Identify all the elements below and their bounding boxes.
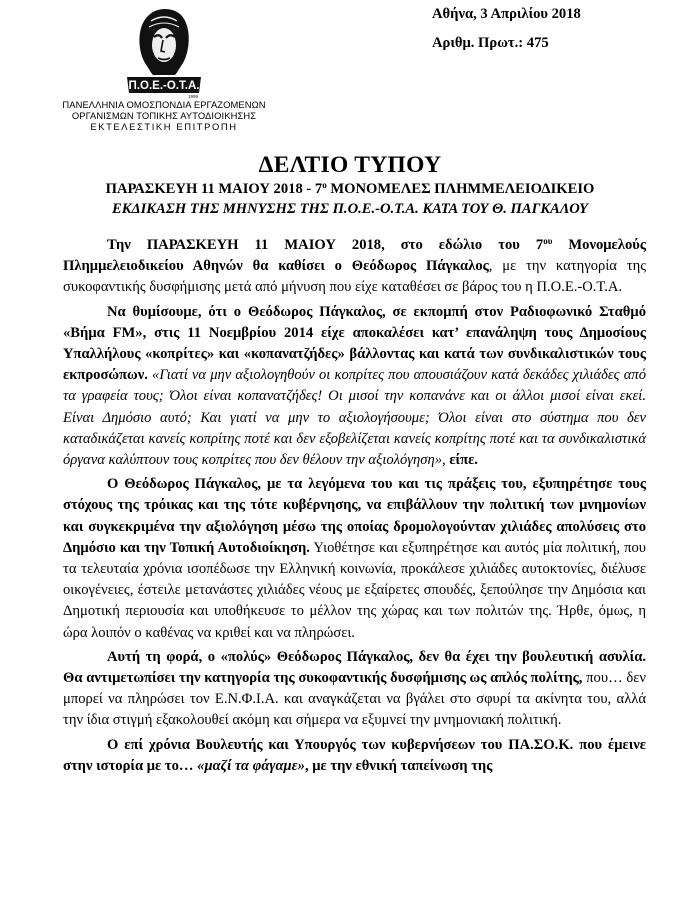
p4-text: που… δεν μπορεί να πληρώσει τον Ε.Ν.Φ.Ι.Α. και αναγκάζεται να βγάλει στο σφυρί τα ακίνητα του, αλλά την ίδια στιγμή εξακολουθεί ακόμη και σήμερα να εξυμνεί την μνημονιακή πολιτική. bbox=[63, 670, 646, 729]
paragraph-3 bbox=[63, 474, 646, 644]
subtitle-part-2: ΜΟΝΟΜΕΛΕΣ ΠΛΗΜΜΕΛΕΙΟΔΙΚΕΙΟ bbox=[326, 181, 595, 197]
p4-bold-1: Αυτή τη φορά, ο «πολύς» Θεόδωρος Πάγκαλος, δεν θα έχει την βουλευτική ασυλία. Θα αντιμετωπίσει την κατηγορία της συκοφαντικής δυσφήμισης ως απλός πολίτης, bbox=[63, 648, 646, 687]
p3-text: Υιοθέτησε και εξυπηρέτησε και αυτός μία πολιτική, που τα τελευταία χρόνια ισοπέδωσε την Ελληνική κοινωνία, προκάλεσε χιλιάδες αυτοκτονίες, διέλυσε οικογένειες, έστειλε μετανάστες χιλιάδες νέους με εξαίρετες σπουδές, ξεπούλησε την Δημόσια και Δημοτική περιουσία και υποθήκευσε το μέλλον της χώρας και των πολιτών της. Ήρθε, όμως, η ώρα λοιπόν ο καθένας να κριθεί και να πληρώσει. bbox=[63, 539, 646, 641]
p2-bold-2: είπε. bbox=[445, 452, 478, 469]
p5-bold-2: , με την εθνική ταπείνωση της bbox=[304, 757, 493, 774]
document-title: ΔΕΛΤΙΟ ΤΥΠΟΥ bbox=[258, 152, 442, 178]
svg-text:Π.Ο.Ε.-Ο.Τ.Α.: Π.Ο.Ε.-Ο.Τ.Α. bbox=[128, 80, 200, 92]
org-name-line-2: ΟΡΓΑΝΙΣΜΩΝ ΤΟΠΙΚΗΣ ΑΥΤΟΔΙΟΙΚΗΣΗΣ bbox=[71, 110, 257, 121]
p2-bold-1: Να θυμίσουμε, ότι ο Θεόδωρος Πάγκαλος, σε εκπομπή στον Ραδιοφωνικό Σταθμό «Βήμα FM», στις 11 Νοεμβρίου 2014 είχε αποκαλέσει κατ’ επανάληψη τους Δημοσίους Υπαλλήλους «κοπρίτες» και «κοπανατζήδες» βάλλοντας και κατά των συνδικαλιστικών τους εκπροσώπων. bbox=[63, 303, 646, 384]
p2-quote: «Γιατί να μην αξιολογηθούν οι κοπρίτες που απουσιάζουν κατά δεκάδες χιλιάδες από τα γραφεία τους; Όλοι είναι κοπανατζήδες! Οι μισοί την κοπανάνε και οι άλλοι μισοί είναι εκεί. Είναι Δημόσιο αυτό; Και γιατί να μην το αξιολογήσουμε; Όλοι είναι στο σύστημα που δεν καταδικάζεται κανείς κοπρίτης ποτέ και δεν εξοβελίζεται κανείς κοπρίτης ποτέ και τα συνδικαλιστικά όργανα καλύπτουν τους κοπρίτες που δεν θέλουν την αξιολόγηση», bbox=[63, 367, 646, 469]
subtitle-part-1: ΠΑΡΑΣΚΕΥΗ 11 ΜΑΙΟΥ 2018 - 7 bbox=[105, 181, 323, 197]
document-date: Αθήνα, 3 Απριλίου 2018 bbox=[432, 6, 581, 22]
p3-bold-1: Ο Θεόδωρος Πάγκαλος, με τα λεγόμενα του και τις πράξεις του, εξυπηρέτησε τους στόχους της τρόικας και της τότε κυβέρνησης, να επιβάλλουν την πολιτική των μνημονίων και συγκεκριμένα την αξιολόγηση μέσω της οποίας δρομολογούνταν χιλιάδες απολύσεις στο Δημόσιο και την Τοπική Αυτοδιοίκηση. bbox=[63, 476, 646, 556]
paragraph-1 bbox=[63, 235, 646, 299]
org-name-line-1: ΠΑΝΕΛΛΗΝΙΑ ΟΜΟΣΠΟΝΔΙΑ ΕΡΓΑΖΟΜΕΝΩΝ bbox=[62, 99, 266, 110]
svg-text:1999: 1999 bbox=[187, 94, 199, 99]
subtitle-date-court bbox=[0, 181, 700, 198]
p1-bold-1: Την ΠΑΡΑΣΚΕΥΗ 11 ΜΑΙΟΥ 2018, στο εδώλιο του 7 bbox=[107, 237, 544, 253]
subtitle-case: ΕΚΔΙΚΑΣΗ ΤΗΣ ΜΗΝΥΣΗΣ ΤΗΣ Π.Ο.Ε.-Ο.Τ.Α. ΚΑΤΑ ΤΟΥ Θ. ΠΑΓΚΑΛΟΥ bbox=[112, 201, 588, 217]
p5-bold-italic: «μαζί τα φάγαμε» bbox=[193, 757, 305, 774]
p1-text: , με την κατηγορία της συκοφαντικής δυσφήμισης μετά από μήνυση που είχε καταθέσει σε βάρος του η Π.Ο.Ε.-Ο.Τ.Α. bbox=[63, 258, 646, 296]
paragraph-2 bbox=[63, 302, 646, 472]
org-name-line-3: ΕΚΤΕΛΕΣΤΙΚΗ ΕΠΙΤΡΟΠΗ bbox=[90, 121, 238, 132]
paragraph-4 bbox=[63, 647, 646, 732]
paragraph-5 bbox=[63, 735, 646, 777]
subtitle-superscript: ο bbox=[322, 180, 327, 190]
p5-bold-1: Ο επί χρόνια Βουλευτής και Υπουργός των κυβερνήσεων του ΠΑ.ΣΟ.Κ. που έμεινε στην ιστορία με το… bbox=[63, 736, 646, 774]
press-release-body bbox=[63, 235, 646, 780]
letterhead bbox=[58, 3, 270, 132]
protocol-number: Αριθμ. Πρωτ.: 475 bbox=[432, 35, 549, 51]
p1-superscript: ου bbox=[543, 236, 553, 246]
poe-ota-logo bbox=[125, 3, 203, 99]
p1-bold-2: Μονομελούς Πλημμελειοδικείου Αθηνών θα καθίσει ο Θεόδωρος Πάγκαλος bbox=[63, 237, 646, 275]
